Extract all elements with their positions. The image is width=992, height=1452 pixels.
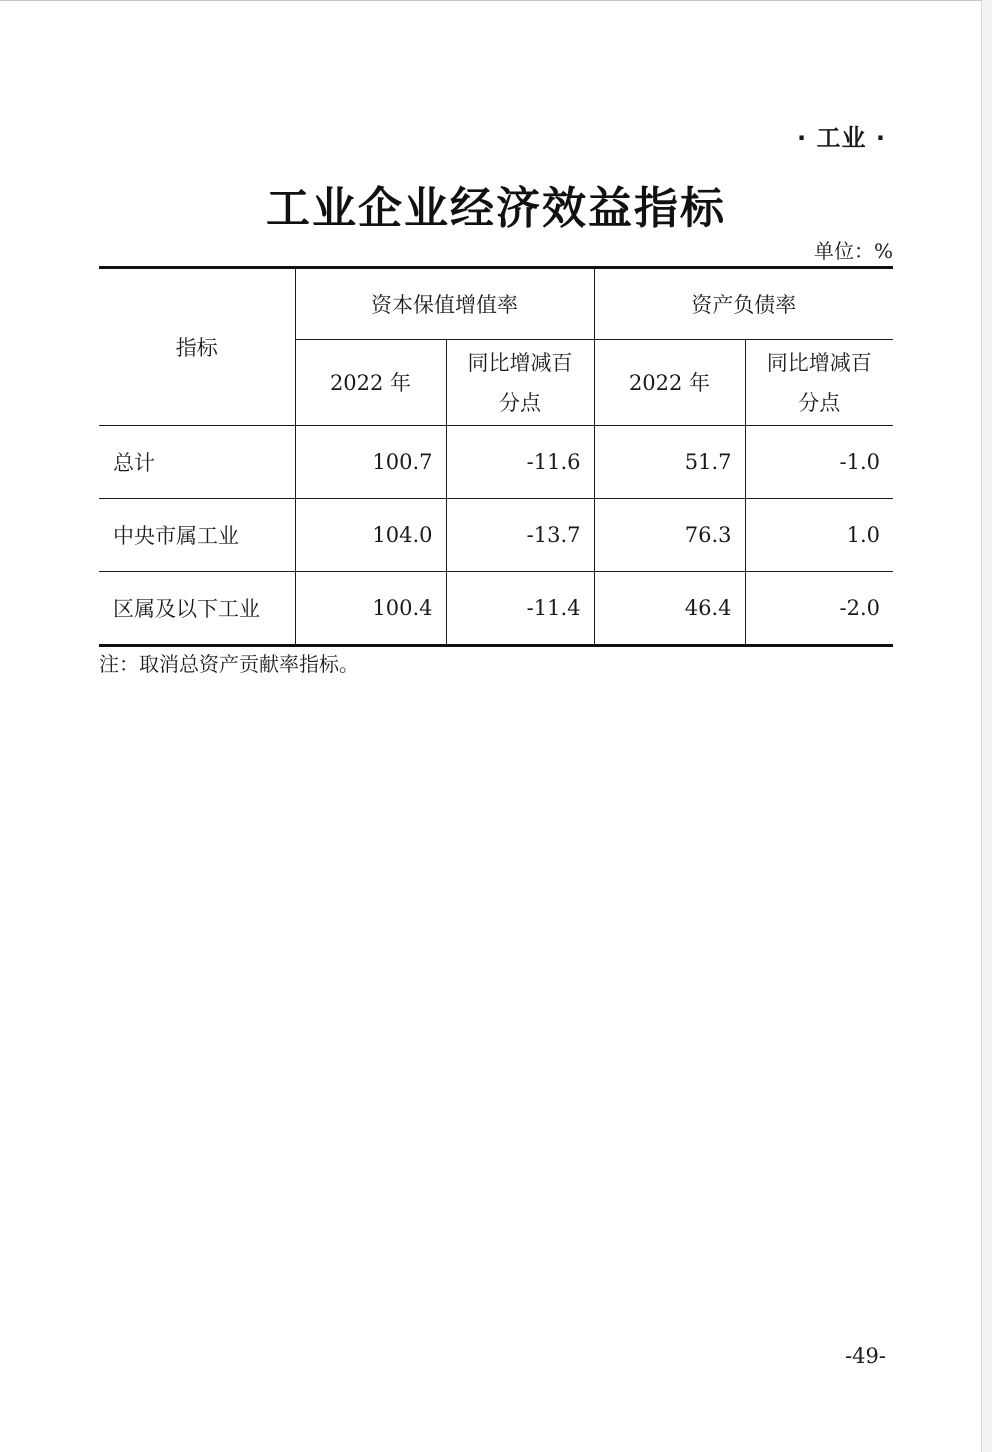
- table-row: [99, 572, 893, 646]
- row-label: 中央市属工业: [99, 499, 295, 572]
- cell-value: 1.0: [745, 499, 893, 572]
- cell-value: 104.0: [295, 499, 446, 572]
- row-label: 区属及以下工业: [99, 572, 295, 646]
- table-row: [99, 499, 893, 572]
- cell-value: -2.0: [745, 572, 893, 646]
- cell-value: -11.6: [446, 426, 594, 499]
- cell-value: -13.7: [446, 499, 594, 572]
- header-row-groups: [99, 268, 893, 340]
- table-note: 注：取消总资产贡献率指标。: [99, 652, 359, 676]
- sub-header-year: 2022 年: [295, 340, 446, 426]
- sub-header-yoy-points: 同比增减百分点: [446, 340, 594, 426]
- cell-value: 46.4: [594, 572, 745, 646]
- unit-label: 单位：%: [813, 239, 893, 263]
- cell-value: -11.4: [446, 572, 594, 646]
- page-title: 工业企业经济效益指标: [266, 183, 726, 234]
- page-top-border: [0, 0, 992, 1]
- cell-value: 100.4: [295, 572, 446, 646]
- cell-value: 100.7: [295, 426, 446, 499]
- sub-header-yoy-points: 同比增减百分点: [745, 340, 893, 426]
- group-header-debt-ratio: 资产负债率: [594, 268, 893, 340]
- section-tag: · 工业 ·: [797, 124, 886, 152]
- page-number: -49-: [845, 1344, 886, 1368]
- cell-value: 51.7: [594, 426, 745, 499]
- row-label: 总计: [99, 426, 295, 499]
- cell-value: 76.3: [594, 499, 745, 572]
- sub-header-year: 2022 年: [594, 340, 745, 426]
- cell-value: -1.0: [745, 426, 893, 499]
- indicator-table: [99, 266, 893, 647]
- table-row: [99, 426, 893, 499]
- indicator-header: 指标: [99, 268, 295, 426]
- group-header-capital-preservation: 资本保值增值率: [295, 268, 594, 340]
